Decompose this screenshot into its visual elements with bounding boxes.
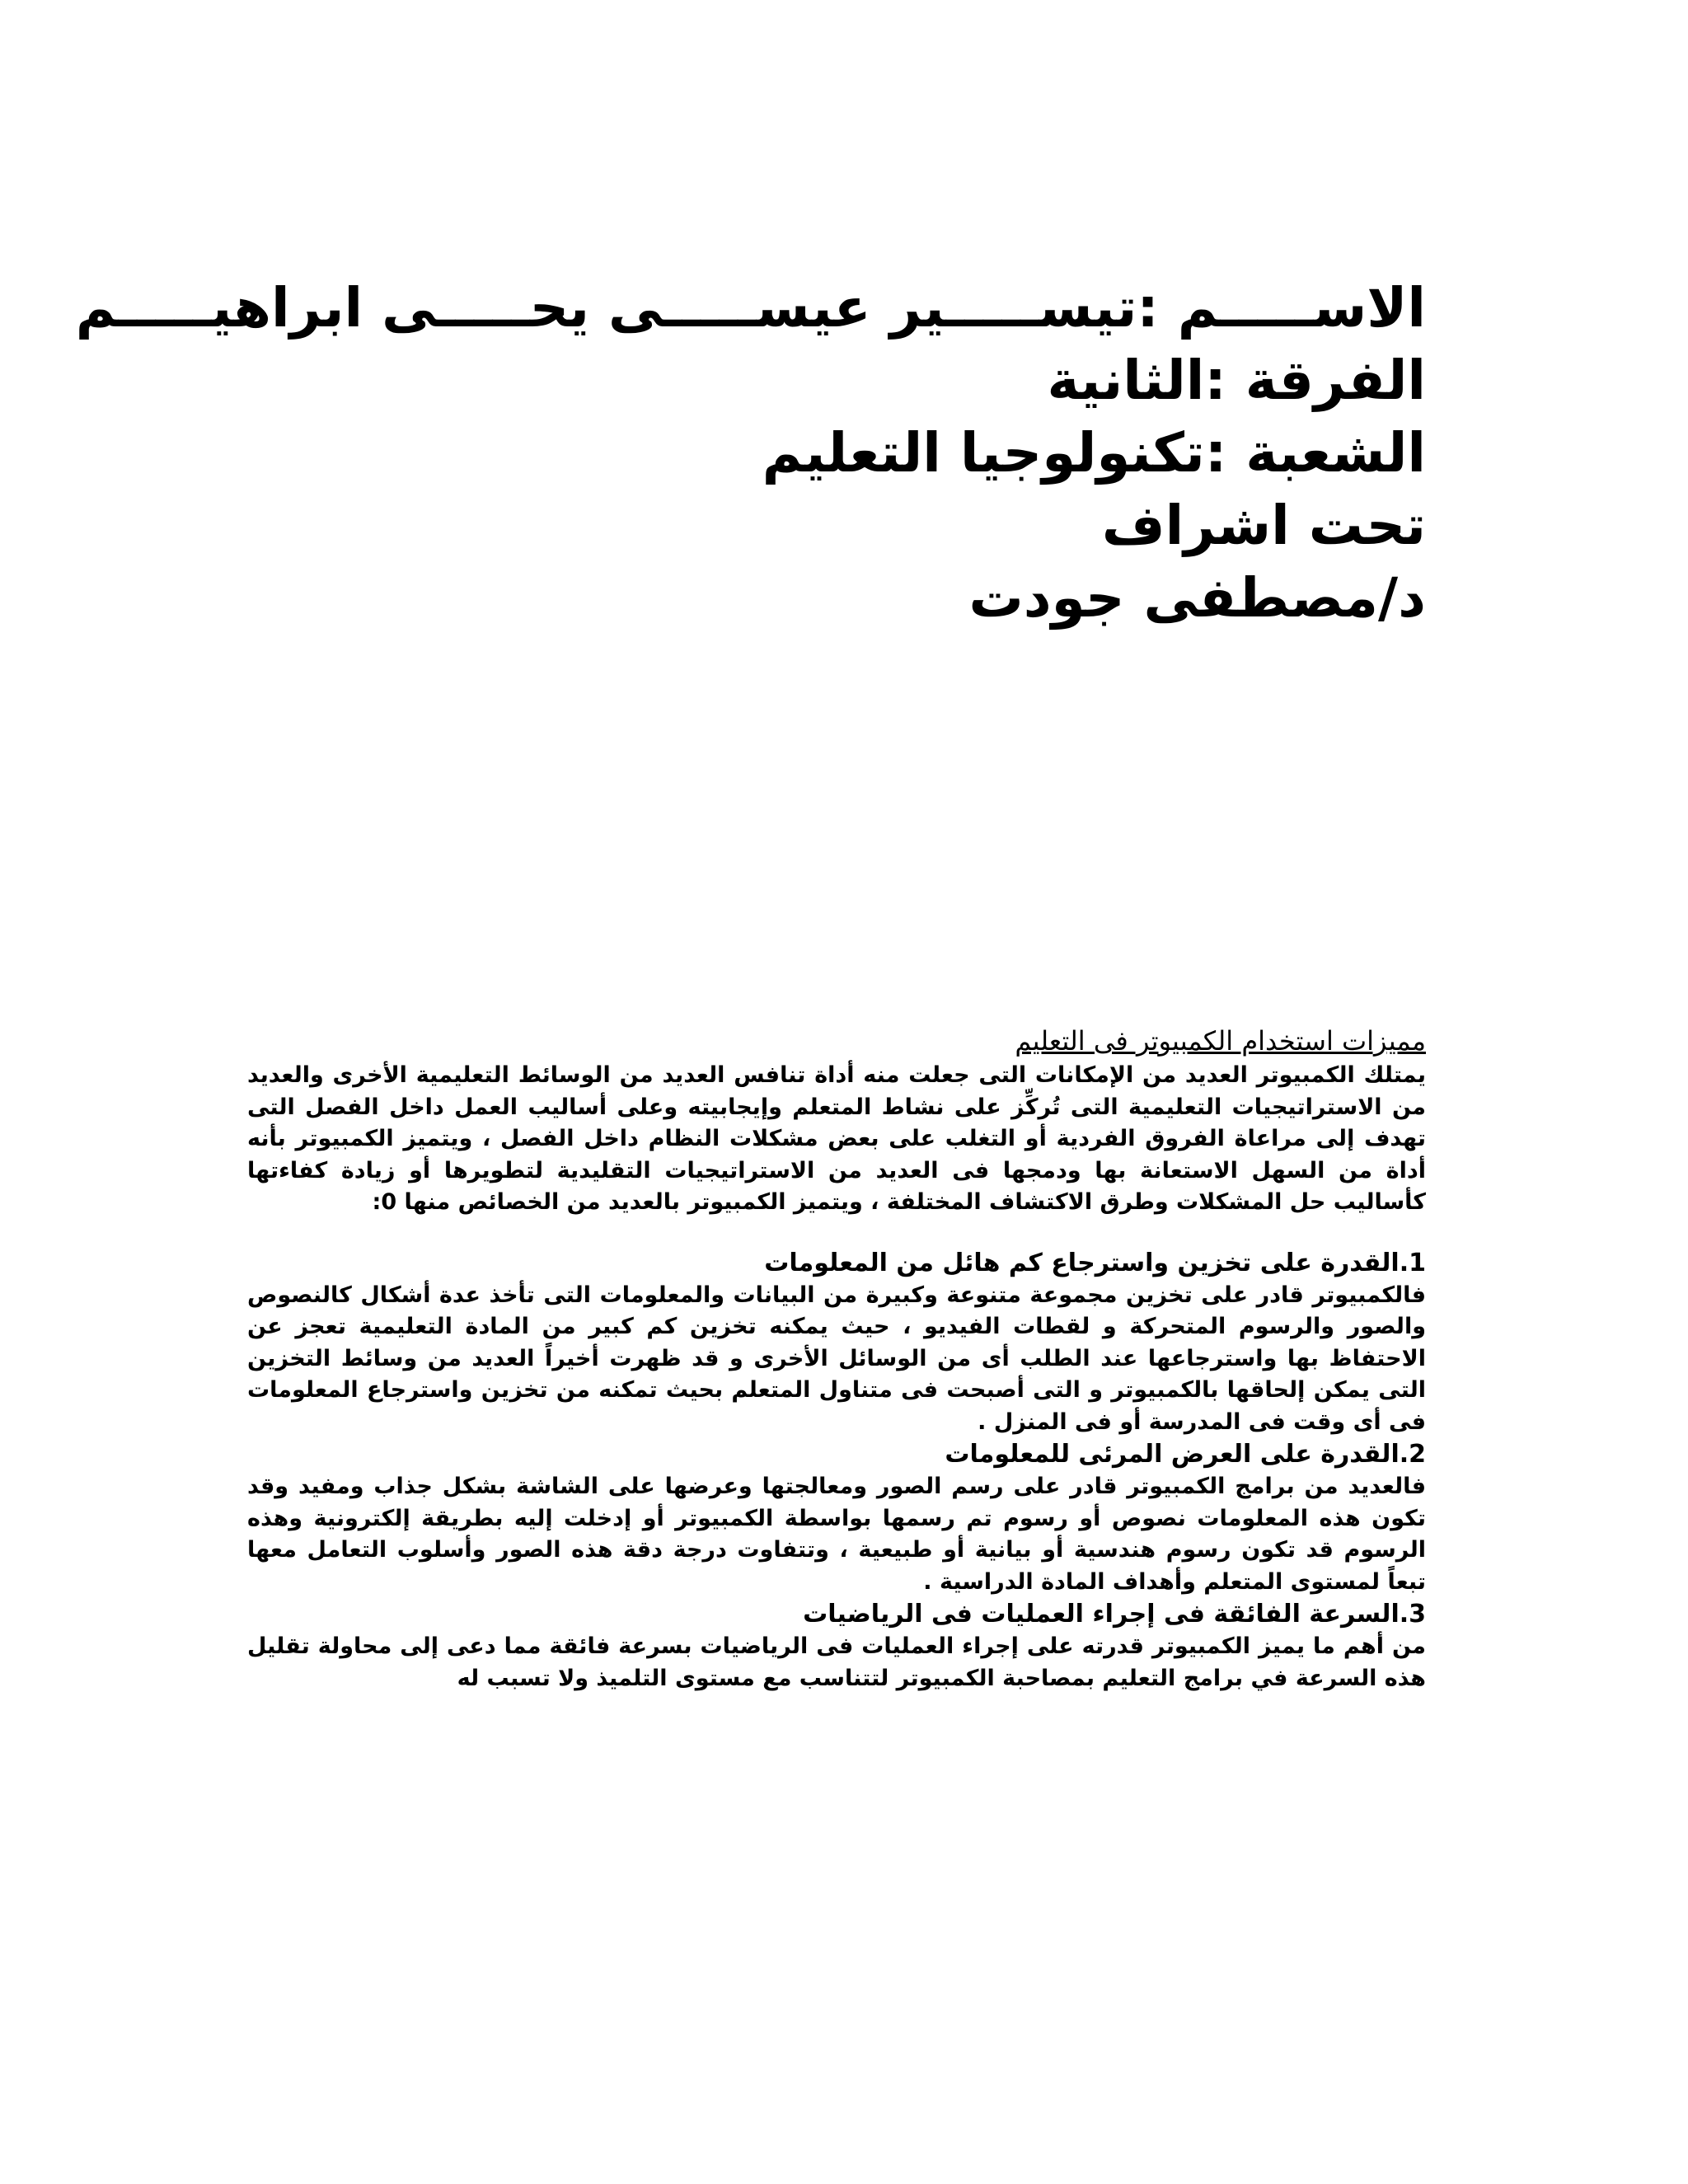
feature-1-title: 1.القدرة على تخزين واسترجاع كم هائل من المعلومات	[764, 1248, 1426, 1277]
cover-header	[75, 272, 1426, 635]
student-name-line: الاســـــم :تيســـــير عيســـــى يحـــــى ابراهيـــــم	[75, 276, 1426, 340]
supervisor-line: د/مصطفى جودت	[968, 566, 1426, 630]
intro-paragraph: يمتلك الكمبيوتر العديد من الإمكانات التى جعلت منه أداة تنافس العديد من الوسائط التعليمية الأخرى والعديد من الاستراتيجيات التعليمية التى تُركِّز على نشاط المتعلم وإيجابيته وعلى أساليب العمل داخل الفصل التى تهدف إلى مراعاة الفروق الفردية أو التغلب على بعض مشكلات النظام داخل الفصل ، ويتميز الكمبيوتر بأنه أداة من السهل الاستعانة بها ودمجها فى العديد من الاستراتيجيات التقليدية لتطويرها أو زيادة كفاءتها كأساليب حل المشكلات وطرق الاكتشاف المختلفة ، ويتميز الكمبيوتر بالعديد من الخصائص منها 0:	[247, 1062, 1426, 1215]
year-line: الفرقة :الثانية	[1047, 349, 1426, 412]
feature-2-body: فالعديد من برامج الكمبيوتر قادر على رسم الصور ومعالجتها وعرضها على الشاشة بشكل جذاب ومفيد وقد تكون هذه المعلومات نصوص أو رسوم تم رسمها بواسطة الكمبيوتر أو إدخلت إليه بطريقة إلكترونية وهذه الرسوم قد تكون رسوم هندسية أو بيانية أو طبيعية ، وتتفاوت درجة دقة هذه الصور وأسلوب التعامل معها تبعاً لمستوى المتعلم وأهداف المادة الدراسية .	[247, 1474, 1426, 1595]
division-line: الشعبة :تكنولوجيا التعليم	[762, 421, 1426, 485]
feature-2-title: 2.القدرة على العرض المرئى للمعلومات	[945, 1440, 1426, 1469]
feature-3-body: من أهم ما يميز الكمبيوتر قدرته على إجراء العمليات فى الرياضيات بسرعة فائقة مما دعى إلى محاولة تقليل هذه السرعة في برامج التعليم بمصاحبة الكمبيوتر لتتناسب مع مستوى التلميذ ولا تسبب له	[247, 1633, 1426, 1691]
feature-1-body: فالكمبيوتر قادر على تخزين مجموعة متنوعة وكبيرة من البيانات والمعلومات التى تأخذ عدة أشكال كالنصوص والصور والرسوم المتحركة و لقطات الفيديو ، حيث يمكنه تخزين كم كبير من المادة التعليمية تعجز عن الاحتفاظ بها واسترجاعها عند الطلب أى من الوسائل الأخرى و قد ظهرت أخيراً العديد من وسائط التخزين التى يمكن إلحاقها بالكمبيوتر و التى أصبحت فى متناول المتعلم بحيث تمكنه من تخزين واسترجاع المعلومات فى أى وقت فى المدرسة أو فى المنزل .	[247, 1282, 1426, 1435]
article-title: مميزات استخدام الكمبيوتر فى التعليم	[1015, 1025, 1426, 1057]
spacer	[247, 1219, 1426, 1247]
article-body	[247, 1022, 1426, 1694]
supervision-line: تحت اشراف	[1101, 494, 1426, 557]
feature-3-title: 3.السرعة الفائقة فى إجراء العمليات فى الرياضيات	[803, 1600, 1426, 1629]
